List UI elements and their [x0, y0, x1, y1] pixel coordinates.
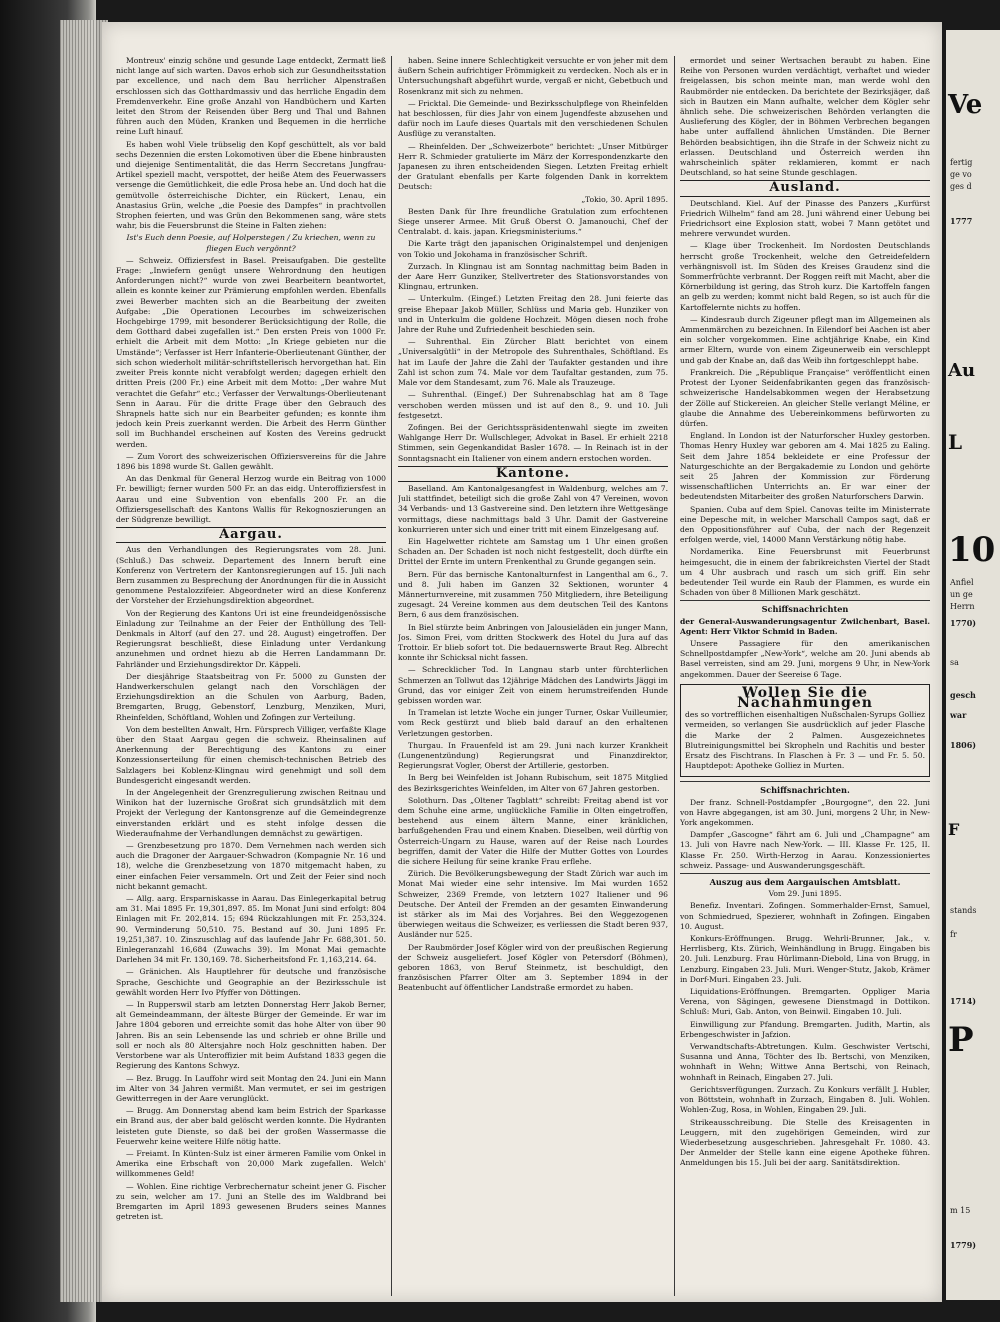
fragment-text: ge vo — [950, 170, 972, 179]
ship-news-heading: Schiffsnachrichten. — [680, 781, 930, 795]
amtsblatt-entry: Konkurs-Eröffnungen. Brugg. Wehrli-Brunner, Jak., v. Herrlisberg, Kts. Zürich, Weinhändlung in Brugg. Eingaben bis 20. Juli. Lenzburg. Frau Hürlimann-Diebold, Lina von Brugg, in Lenzburg. Eingaben 23. Juli. Muri. Wenger-Stutz, Jakob, Krämer in Dorf-Muri. Eingaben 23. Juli. — [680, 934, 930, 984]
article-paragraph: In Berg bei Weinfelden ist Johann Rubischum, seit 1875 Mitglied des Bezirksgerichtes Weinfelden, im Alter von 67 Jahren gestorben. — [398, 773, 668, 793]
article-paragraph: — Unterkulm. (Eingef.) Letzten Freitag den 28. Juni feierte das greise Ehepaar Jakob Müller, Schlüss und Maria geb. Hunziker von und in Unterkulm die goldene Hochzeit. Mögen diesen noch frohe Jahre der Ruhe und Zufriedenheit beschieden sein. — [398, 294, 668, 335]
advertisement-golliez — [680, 684, 930, 778]
article-paragraph: — Kindesraub durch Zigeuner pflegt man im Allgemeinen als Ammenmärchen zu bezeichnen. In Eilendorf bei Aachen ist aber ein solcher vorgekommen. Eine achtjährige Knabe, ein Kind armer Eltern, wurde von einem Zigeunerweib ein verschleppt und gab der Knabe an, daß das Weib ihn fortgeschleppt habe. — [680, 314, 930, 365]
article-paragraph: Montreux' einzig schöne und gesunde Lage entdeckt, Zermatt ließ nicht lange auf sich warten. Davos erhob sich zur Gesundheitsstation par excellence, und nach dem Bau herrlicher Alpenstraßen erschlossen sich das Gotthardmassiv und das herrliche Engadin dem Fremdenverkehr. Eine große Anzahl von Handbüchern und Karten leitet den Strom der Reisenden über Berg und Thal und Bahnen führen auch den Müden, Kranken und Bequemen in die herrliche reine Luft hinauf. — [116, 56, 386, 137]
article-paragraph: Baselland. Am Kantonalgesangfest in Waldenburg, welches am 7. Juli stattfindet, beteiligt sich die große Zahl von 47 Vereinen, wovon 34 Verbands- und 13 Gastvereine sind. Den letztern ihre Wettgesänge vormittags, diese nachmittags bald 3 Uhr. Damit der Gastvereine konkurrieren unter sich und einer tritt mit einem Einzelgesang auf. — [398, 483, 668, 534]
fragment-text: un ge — [950, 590, 973, 599]
fragment-text: 10 — [948, 530, 996, 570]
section-heading-aargau: Aargau. — [116, 527, 386, 543]
article-paragraph: Von der Regierung des Kantons Uri ist eine freundeidgenössische Einladung zur Teilnahme an der Feier der Enthüllung des Tell-Denkmals in Altorf (auf den 27. und 28. August) eingetroffen. Der Regierungsrat beschließt, diese Einladung unter Verdankung anzunehmen und ordnet hiezu ab die Herren Landammann Dr. Fahrländer und Erziehungsdirektor Dr. Käppeli. — [116, 608, 386, 669]
fragment-text: stands — [950, 906, 977, 915]
article-paragraph: — Zum Vorort des schweizerischen Offiziersvereins für die Jahre 1896 bis 1898 wurde St. Gallen gewählt. — [116, 451, 386, 471]
article-paragraph: — Gränichen. Als Hauptlehrer für deutsche und französische Sprache, Geschichte und Geographie an der Bezirksschule ist gewählt worden Herr Ivo Pfyffer von Döttingen. — [116, 967, 386, 997]
ship-news-text: Der franz. Schnell-Postdampfer „Bourgogne“, den 22. Juni von Havre abgegangen, ist am 30. Juni, morgens 2 Uhr, in New-York angekommen. — [680, 797, 930, 828]
article-paragraph: — Klage über Trockenheit. Im Nordosten Deutschlands herrscht große Trockenheit, welche den Getreidefeldern verhängnisvoll ist. Im Süden des Kreises Graudenz sind die Sommerfrüchte verbrannt. Der Roggen reift mit Macht, aber die Körnerbildung ist gering, das Stroh kurz. Die Kartoffeln fangen an gelb zu werden; kommt nicht bald Regen, so ist auch für die Kartoffelernte nichts zu hoffen. — [680, 241, 930, 312]
fragment-text: fr — [950, 930, 957, 939]
fragment-text: m 15 — [950, 1206, 971, 1215]
column-1 — [116, 56, 386, 1296]
fragment-text: L — [948, 430, 963, 454]
article-paragraph: Zofingen. Bei der Gerichtsspräsidentenwahl siegte im zweiten Wahlgange Herr Dr. Wullschleger, Advokat in Basel. Er erhielt 2218 Stimmen, sein Gegenkandidat Basler 1678. — In Reinach ist in der Sonntagsnacht ein Italiener von einem andern erstochen worden. — [398, 422, 668, 463]
ship-news-text: Unsere Passagiere für den amerikanischen Schnellpostdampfer „New-York“, welche am 20. Juni abends ab Basel verreisten, sind am 29. Juni, morgens 9 Uhr, in New-York angekommen. Dauer der Seereise 6 Tage. — [680, 638, 930, 679]
fragment-text: fertig — [950, 158, 973, 167]
article-paragraph: — Brugg. Am Donnerstag abend kam beim Estrich der Sparkasse ein Brand aus, der aber bald gelöscht werden konnte. Die Hydranten leisteten gute Dienste, so daß bei der großen Wassermasse die Feuerwehr keine weitere Hilfe nötig hatte. — [116, 1106, 386, 1146]
article-paragraph: — Schrecklicher Tod. In Langnau starb unter fürchterlichen Schmerzen an Tollwut das 12jährige Mädchen des Landwirts Jäggi im Grund, das vor einiger Zeit von einem herumstreifenden Hunde gebissen worden war. — [398, 665, 668, 705]
fragment-text: Au — [948, 360, 976, 381]
fragment-text: ges d — [950, 182, 972, 191]
ship-news-agent: der General-Auswanderungsagentur Zwilchenbart, Basel. Agent: Herr Viktor Schmid in Baden. — [680, 616, 930, 636]
column-3 — [680, 56, 930, 1296]
amtsblatt-entry: Verwandtschafts-Abtretungen. Kulm. Geschwister Vertschi, Susanna und Anna, Töchter des Ib. Bertschi, von Menziken, wohnhaft in Wehn; Wittwe Anna Bertschi, von Reinach, wohnhaft in Reinach, Eingaben 27. Juli. — [680, 1042, 930, 1082]
article-paragraph: Der Raubmörder Josef Kögler wird von der preußischen Regierung der Schweiz ausgeliefert. Josef Kögler von Petersdorf (Böhmen), geboren 1863, von Beruf Steinmetz, ist beschuldigt, den französischen Pfarrer Olter am 3. September 1894 in der Beatenbucht auf öffentlicher Landstraße ermordet zu haben. — [398, 942, 668, 993]
article-paragraph: Der diesjährige Staatsbeitrag von Fr. 5000 zu Gunsten der Handwerkerschulen gelangt nach den Vorschlägen der Erziehungsdirektion an die Schulen von Aarburg, Baden, Bremgarten, Brugg, Gebenstorf, Lenzburg, Menziken, Muri, Rheinfelden, Schöftland, Wohlen und Zofingen zur Verteilung. — [116, 671, 386, 722]
fragment-text: sa — [950, 658, 959, 667]
savings-bank-report: — Allg. aarg. Ersparniskasse in Aarau. Das Einlegerkapital betrug am 31. Mai 1895 Fr. 19,301,897. 85. Im Monat Juni sind erfolgt: 804 Einlagen mit Fr. 202,814. 15; 694 Rückzahlungen mit Fr. 253,324. 90. Verminderung 50,510. 75. Bestand auf 30. Juni 1895 Fr. 19,251,387. 10. Zinszuschlag auf das laufende Jahr Fr. 688,301. 50. Einlegeranzahl 16,684 (Zuwachs 39). Im Monat Mai gemachte Darlehen 34 mit Fr. 130,169. 78. Sicherheitsfond Fr. 1,163,214. 64. — [116, 894, 386, 965]
article-paragraph: Die Karte trägt den japanischen Originalstempel und denjenigen von Tokio und Jokohama in französischer Schrift. — [398, 239, 668, 259]
article-paragraph: In Tramelan ist letzte Woche ein junger Turner, Oskar Vuilleumier, vom Reck gestürzt und blieb bald darauf an den erhaltenen Verletzungen gestorben. — [398, 708, 668, 738]
article-paragraph: — Schweiz. Offiziersfest in Basel. Preisaufgaben. Die gestellte Frage: „Inwiefern genügt unsere Wehrordnung den heutigen Anforderungen nicht?“ wurde von zwei Bearbeitern beantwortet, allein es konnte keiner zur Prämierung empfohlen werden. Ebenfalls zwei Bewerber machten sich an die Bearbeitung der zweiten Aufgabe: „Die Operationen Lecourbes im schweizerischen Hochgebirge 1799, mit besonderer Berücksichtigung der Rolle, die dem Gotthard dabei zugefallen ist.“ Den ersten Preis von 1000 Fr. erhielt die Arbeit mit dem Motto: „In Kriege gebieten nur die Umstände“; Verfasser ist Herr Infanterie-Oberlieutenant Günther, der sich schon wiederholt militär-schriftstellerisch hervorgethan hat. Ein zweiter Preis konnte nicht verabfolgt werden; dagegen erhielt den dritten Preis (200 Fr.) eine Arbeit mit dem Motto: „Der wahre Mut verachtet die Gefahr“ etc.; Verfasser der Verwaltungs-Oberlieutenant Senn in Aarau. Für die dritte Frage über den Gebrauch des Shrapnels hatte sich nur ein Bearbeiter gefunden; es konnte ihm jedoch kein Preis zuerkannt werden. Die Arbeit des Herrn Günther soll im Buchhandel erscheinen auf Kosten des Vereins gedruckt werden. — [116, 255, 386, 449]
fragment-text: 1714) — [950, 996, 977, 1006]
verse-quote: Ist's Euch denn Poesie, auf Holperstegen / Zu kriechen, wenn zu fliegen Euch vergönnt? — [126, 233, 376, 253]
article-paragraph: — Freiamt. In Künten-Sulz ist einer ärmeren Familie vom Onkel in Amerika eine Erbschaft von 20,000 Mark zugefallen. Welch' willkommenes Geld! — [116, 1148, 386, 1179]
amtsblatt-entry: Gerichtsverfügungen. Zurzach. Zu Konkurs verfällt J. Hubler, von Böttstein, wohnhaft in Zurzach, Eingaben 8. Juli. Wohlen. Wohlen-Zug, Rosa, in Wohlen, Eingaben 29. Juli. — [680, 1084, 930, 1115]
amtsblatt-entry: Einwilligung zur Pfandung. Bremgarten. Judith, Martin, als Erbengeschwister in Jafzion. — [680, 1019, 930, 1039]
fragment-text: 1777 — [950, 216, 973, 226]
amtsblatt-entry: Benefiz. Inventari. Zofingen. Sommerhalder-Ernst, Samuel, von Schmiedrued, Spezierer, wohnhaft in Zofingen. Eingaben 10. August. — [680, 901, 930, 931]
article-paragraph: In der Angelegenheit der Grenzregulierung zwischen Reitnau und Winikon hat der luzernische Großrat sich grundsätzlich mit dem Projekt der Verlegung der Kantonsgrenze auf die Gemeindegrenze einverstanden erklärt und es steht infolge dessen die Wiederaufnahme der Verhandlungen demnächst zu gewärtigen. — [116, 788, 386, 838]
column-2 — [398, 56, 668, 1296]
article-paragraph: — Grenzbesetzung pro 1870. Dem Vernehmen nach werden sich auch die Dragoner der Aargauer-Schwadron (Kompagnie Nr. 16 und 18), welche die Grenzbesetzung von 1870 mitgemacht haben, zu einer einfachen Feier versammeln. Ort und Zeit der Feier sind noch nicht bekannt gemacht. — [116, 841, 386, 891]
article-paragraph: — Wohlen. Eine richtige Verbrechernatur scheint jener G. Fischer zu sein, welcher am 17. Juni an Stelle des im Waldbrand bei Bremgarten im April 1893 gewesenen Bruders seines Mannes getreten ist. — [116, 1181, 386, 1222]
section-heading-ausland: Ausland. — [680, 180, 930, 196]
adjacent-page-fragment — [946, 30, 1000, 1300]
column-rule — [391, 56, 392, 1296]
article-paragraph: — Rheinfelden. Der „Schweizerbote“ berichtet: „Unser Mitbürger Herr R. Schmieder gratulierte im März der Korrespondenzkarte den Japanesen zu ihren entscheidenden Siegen. Letzten Freitag erhielt der Gratulant ebenfalls per Karte folgenden Dank in korrektem Deutsch: — [398, 141, 668, 192]
fragment-text: Anfiel — [950, 578, 974, 587]
letter-text: Besten Dank für Ihre freundliche Gratulation zum erfochtenen Siege unserer Armee. Mit Gruß Oberst O. Jamanouchi, Chef der Centralabt. d. kais. japan. Kriegsministeriums.“ — [398, 206, 668, 237]
ship-news-heading: Schiffsnachrichten — [680, 600, 930, 614]
letter-dateline: „Tokio, 30. April 1895. — [581, 194, 668, 204]
article-paragraph: Von dem bestellten Anwalt, Hrn. Fürsprech Villiger, verfaßte Klage über den Staat Aargau gegen die schweiz. Rheinsalinen auf Anerkennung der Berechtigung des Kantons zu einer Konzessionserteilung für einen chemisch-technischen Betrieb des Salzlagers bei Koblenz-Klingnau wird genehmigt und soll dem Bundesgericht eingesandt werden. — [116, 724, 386, 785]
article-paragraph: Es haben wohl Viele trübselig den Kopf geschüttelt, als vor bald sechs Dezennien die ersten Lokomotiven über die Ebene hinbrausten und diejenige Sentimentalität, die das Herrn Seccretans Jungfrau-Artikel speziell macht, verspottet, der heiße Atem des Feuerwassers versenge die Gemütlichkeit, die edle Prosa hebe an. Und doch hat die gemütvolle österreichische Dichter, ein Rückert, Lenau, ein Anastasius Grün, welche „die Poesie des Dampfes“ in prachtvollen Strophen feierten, und was Grün den Bekommenen sang, wäre stets wahr, bis die Feuersbrunst die Steine in Falten ziehen: — [116, 139, 386, 231]
article-paragraph: In Biel stürzte beim Anbringen von Jalousieläden ein junger Mann, Jos. Simon Frei, vom dritten Stockwerk des Hotel du Jura auf das Trottoir. Er blieb sofort tot. Die bedauernswerte Braut Reg. Albrecht konnte ihr Schicksal nicht fassen. — [398, 622, 668, 663]
fragment-text: 1806) — [950, 740, 977, 750]
article-paragraph: Nordamerika. Eine Feuersbrunst mit Feuerbrunst heimgesucht, die in einem der fabrikreichsten Viertel der Stadt um 4 Uhr ausbrach und rasch um sich griff. Ein sehr bedeutender Teil wurde ein Raub der Flammen, es wurde ein Schaden von über 8 Millionen Mark geschätzt. — [680, 547, 930, 598]
article-paragraph: Deutschland. Kiel. Auf der Pinasse des Panzers „Kurfürst Friedrich Wilhelm“ fand am 28. Juni während einer Uebung bei Friedrichsort eine Explosion statt, wobei 7 Mann getötet und mehrere verwundet wurden. — [680, 198, 930, 239]
amtsblatt-entry: Liquidations-Eröffnungen. Bremgarten. Oppliger Maria Verena, von Sägingen, gewesene Dienstmagd in Dottikon. Schluß: Muri, Gab. Anton, von Beinwil. Eingaben 10. Juli. — [680, 987, 930, 1017]
ad-headline: Wollen Sie die Nachahmungen — [737, 684, 873, 711]
fragment-text: F — [948, 820, 960, 839]
article-paragraph: ermordet und seiner Wertsachen beraubt zu haben. Eine Reihe von Personen wurden verdächtigt, verhaftet und wieder freigelassen, bis schon meinte man, man werde wohl den Raubmörder nie entdecken. Da berichtete der Bezirksjäger, daß sich in Bautzen ein Mann aufhalte, welcher dem Kögler sehr ähnlich sehe. Die schweizerischen Behörden verlangten die Auslieferung des Kögler, der in Böhmen Verbrechen begangen habe unter auffallend ähnlichen Umständen. Die Berner Behörden beabsichtigen, ihn die Strafe in der Schweiz nicht zu erlassen. Deutschland und Österreich werden ihn wahrscheinlich später reklamieren, kommt er nach Deutschland, so hat seine Stunde geschlagen. — [680, 56, 930, 178]
article-paragraph: — Fricktal. Die Gemeinde- und Bezirksschulpflege von Rheinfelden hat beschlossen, für dies Jahr von einem Jugendfeste abzusehen und dafür noch im Laufe dieses Quartals mit den verschiedenen Schulen Ausflüge zu veranstalten. — [398, 98, 668, 139]
article-paragraph: Frankreich. Die „République Française“ veröffentlicht einen Protest der Lyoner Seidenfabrikanten gegen das französisch-schweizerische Handelsabkommen wegen der Herabsetzung der Zölle auf Stickereien. An gleicher Stelle verlangt Méline, er glaube die Annahme des Uebereinkommens befürworten zu dürfen. — [680, 367, 930, 428]
fragment-text: 1770) — [950, 618, 977, 628]
ad-body: des so vortrefflichen eisenhaltigen Nußschalen-Syrups Golliez vermeiden, so verlangen Sie ausdrücklich auf jeder Flasche die Marke der 2 Palmen. Ausgezeichnetes Blutreinigungsmittel bei Skropheln und Rachitis und bester Ersatz des Fischtrans. In Flaschen à Fr. 3 — und Fr. 5. 50. Hauptdepot: Apotheke Golliez in Murten. — [685, 710, 925, 771]
article-paragraph: — Suhrenthal. (Eingef.) Der Suhrenabschlag hat am 8 Tage verschoben werden müssen und ist auf den 8., 9. und 10. Juli festgesetzt. — [398, 390, 668, 420]
article-paragraph: Solothurn. Das „Oltener Tagblatt“ schreibt: Freitag abend ist vor dem Schuhe eine arme, unglückliche Familie in Olten eingetroffen, bestehend aus einem ältern Manne, einer kränklichen, barfußgehenden Frau und einem Knaben. Dieselben, weil dürftig von Österreich-Ungarn zu Hause, waren auf der Reise nach Lourdes begriffen, damit der Vater die Hilfe der Mutter Gottes von Lourdes die sichere Heilung für seine kranke Frau erflehe. — [398, 795, 668, 867]
fragment-text: Ve — [948, 90, 983, 120]
fragment-text: 1779) — [950, 1240, 977, 1250]
page-edge-stack — [60, 20, 108, 1302]
article-paragraph: — Bez. Brugg. In Lauffohr wird seit Montag den 24. Juni ein Mann im Alter von 34 Jahren vermißt. Man vermutet, er sei im gestrigen Gewitterregen in der Aare verunglückt. — [116, 1073, 386, 1103]
column-rule — [674, 56, 675, 1296]
article-paragraph: An das Denkmal für General Herzog wurde ein Beitrag von 1000 Fr. bewilligt; ferner wurden 500 Fr. an das eidg. Unteroffiziersfest in Aarau und eine Subvention von ebenfalls 200 Fr. an die Offiziersgesellschaft des Kantons Wallis für Rekognoszierungen an der Südgrenze bewilligt. — [116, 474, 386, 524]
article-paragraph: haben. Seine innere Schlechtigkeit versuchte er von jeher mit dem äußern Schein aufrichtiger Frömmigkeit zu verdecken. Noch als er in Untersuchungshaft abgeführt wurde, vergaß er nicht, Gebetbuch und Rosenkranz mit sich zu nehmen. — [398, 56, 668, 96]
amtsblatt-heading: Auszug aus dem Aargauischen Amtsblatt. — [680, 873, 930, 887]
fragment-text: Herrn — [950, 602, 975, 611]
fragment-text: war — [950, 710, 967, 720]
article-paragraph: Zürich. Die Bevölkerungsbewegung der Stadt Zürich war auch im Monat Mai wieder eine sehr intensive. Im Mai wurden 1652 Schweizer, 2369 Fremde, von letztern 1027 Italiener und 96 Deutsche. Der Anteil der Fremden an der gesamten Einwanderung ist stärker als im Mai des Vorjahres. Bei den Weggezogenen überwiegen weitaus die Schweizer, es verliessen die Stadt beren 937, Ausländer nur 525. — [398, 869, 668, 940]
article-paragraph: Thurgau. In Frauenfeld ist am 29. Juni nach kurzer Krankheit (Lungenentzündung) Regierungsrat und Finanzdirektor, Regierungsrat Vogler, Oberst der Artillerie, gestorben. — [398, 740, 668, 771]
ship-news-text: Dampfer „Gascogne“ fährt am 6. Juli und „Champagne“ am 13. Juli von Havre nach New-York. — III. Klasse Fr. 125, II. Klasse Fr. 250. Wirth-Herzog in Aarau. Konzessioniertes schweiz. Passage- und Auswanderungsgeschäft. — [680, 830, 930, 870]
article-paragraph: Aus den Verhandlungen des Regierungsrates vom 28. Juni. (Schluß.) Das schweiz. Departement des Innern beruft eine Konferenz von Vertretern der Kantonsregierungen auf 15. Juli nach Bern zusammen zu Besprechung der Anordnungen für die in Aussicht genommene Pestalozzifeier. Abgeordneter wird an diese Konferenz der Vorsteher der Erziehungsdirektion abgeordnet. — [116, 545, 386, 606]
section-heading-kantone: Kantone. — [398, 466, 668, 482]
amtsblatt-date: Vom 29. Juni 1895. — [768, 889, 842, 899]
article-paragraph: England. In London ist der Naturforscher Huxley gestorben. Thomas Henry Huxley war geboren am 4. Mai 1825 zu Ealing. Seit dem Jahre 1854 bekleidete er eine Professur der Naturgeschichte an der Bergakademie zu London und gehörte seit 25 Jahren der Kommission zur Förderung wissenschaftlichen Unterrichts an. Er war einer der bedeutendsten Mitarbeiter des großen Naturforschers Darwin. — [680, 431, 930, 502]
article-paragraph: — Suhrenthal. Ein Zürcher Blatt berichtet von einem „Universalgütli“ in der Metropole des Suhrenthales, Schöftland. Es hat im Laufe der Jahre die Zahl der Taufakter gestanden und ihre Zahl ist schon zum 74. Male vor dem Taufaltar gestanden, zum 75. Male vor dem Standesamt, zum 76. Male als Trauzeuge. — [398, 337, 668, 388]
fragment-text: P — [948, 1020, 974, 1060]
article-paragraph: Bern. Für das bernische Kantonalturnfest in Langenthal am 6., 7. und 8. Juli haben im Ganzen 32 Sektionen, worunter 4 Männerturnvereine, mit zusammen 750 Mitgliedern, ihre Beteiligung zugesagt. 24 Vereine kommen aus dem deutschen Teil des Kantons Bern, 6 aus dem französischen. — [398, 569, 668, 620]
article-paragraph: Zurzach. In Klingnau ist am Sonntag nachmittag beim Baden in der Aare Herr Gunziker, Stellvertreter des Stationsvorstandes von Klingnau, ertrunken. — [398, 261, 668, 292]
fragment-text: gesch — [950, 690, 976, 700]
article-paragraph: — In Rupperswil starb am letzten Donnerstag Herr Jakob Berner, alt Gemeindeammann, der älteste Bürger der Gemeinde. Er war im Jahre 1804 geboren und erreichte somit das hohe Alter von über 90 Jahren. Bis an sein Lebensende las und schrieb er ohne Brille und soll er noch als 80 Altersjahre noch Holz geschnitten haben. Der Verstorbene war als Unteroffizier mit beim Aufstand 1833 gegen die Regierung des Kantons Schwyz. — [116, 1000, 386, 1071]
article-paragraph: Spanien. Cuba auf dem Spiel. Canovas teilte im Ministerrate eine Depesche mit, in welcher Marschall Campos sagt, daß er den Oppositionsführer auf Cuba, der nach der Regenzeit erfolgen werde, viel, 14000 Mann Verstärkung nötig habe. — [680, 504, 930, 545]
article-paragraph: Ein Hagelwetter richtete am Samstag um 1 Uhr einen großen Schaden an. Der Schaden ist noch nicht festgestellt, doch dürfte ein Drittel der Ernte im untern Frenkenthal zu Grunde gegangen sein. — [398, 536, 668, 567]
amtsblatt-entry: Strikeausschreibung. Die Stelle des Kreisagenten in Leuggern, mit den zugehörigen Gemeinden, wird zur Wiederbesetzung ausgeschrieben. Jahresgehalt Fr. 1080. 43. Der Anmelder der Stelle kann eine eigene Apotheke führen. Anmeldungen bis 15. Juli bei der aarg. Sanitätsdirektion. — [680, 1117, 930, 1168]
